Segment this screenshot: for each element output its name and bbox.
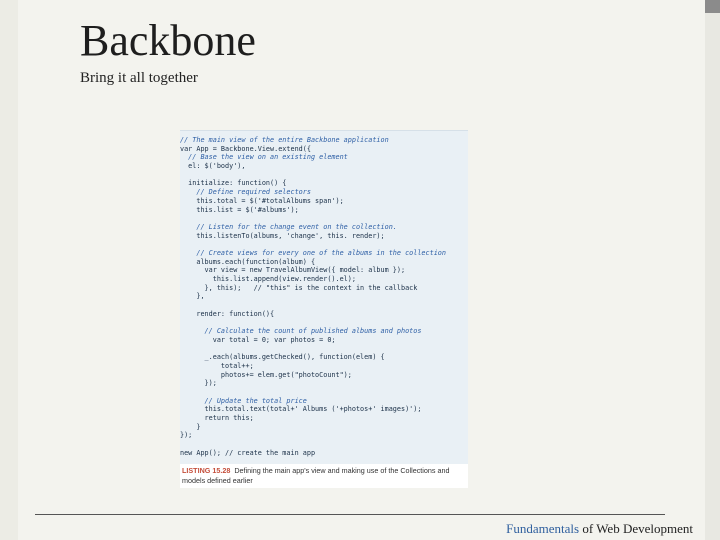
code-line [180, 214, 468, 223]
listing-caption [182, 466, 466, 485]
code-line: }); [180, 379, 217, 388]
code-line [180, 388, 468, 397]
code-line: // Define required selectors [180, 188, 311, 197]
code-panel [180, 130, 468, 464]
code-line: initialize: function() { [180, 179, 287, 188]
code-line [180, 301, 468, 310]
code-line: } [180, 422, 201, 431]
listing-caption-text: Defining the main app's view and making use of the Collections and models defined earlier [182, 466, 450, 485]
code-line: // Update the total price [180, 396, 307, 405]
code-lines [180, 136, 468, 457]
code-line: // Create views for every one of the albums in the collection [180, 248, 446, 257]
code-line [180, 345, 468, 354]
code-line: // Listen for the change event on the collection. [180, 222, 397, 231]
code-line: this.total = $('#totalAlbums span'); [180, 196, 344, 205]
code-line: this.listenTo(albums, 'change', this. render); [180, 231, 385, 240]
footer-divider [35, 514, 665, 515]
code-listing-figure [180, 130, 468, 488]
code-line [180, 440, 468, 449]
code-line: render: function(){ [180, 309, 275, 318]
code-line: photos+= elem.get("photoCount"); [180, 370, 352, 379]
left-margin-bar [0, 0, 18, 540]
code-line: this.list.append(view.render().el); [180, 275, 356, 283]
slide-title: Backbone [80, 16, 256, 65]
code-line: }, this); // "this" is the context in the callback [180, 283, 418, 292]
code-line: el: $('body'), [180, 162, 246, 171]
listing-caption-label: LISTING 15.28 [182, 466, 231, 475]
code-line [180, 171, 468, 180]
code-line [180, 240, 468, 249]
code-line: }, [180, 292, 205, 301]
slide-subtitle: Bring it all together [80, 70, 198, 86]
code-line: this.total.text(total+' Albums ('+photos+' images)'); [180, 405, 422, 414]
code-line: new App(); // create the main app [180, 448, 316, 457]
footer-highlight: Fundamentals [506, 521, 580, 536]
code-line: var App = Backbone.View.extend({ [180, 144, 311, 153]
code-line: _.each(albums.getChecked(), function(elem) { [180, 353, 385, 362]
code-line: albums.each(function(album) { [180, 257, 316, 266]
code-line [180, 318, 468, 327]
footer-text [506, 521, 693, 537]
code-line: this.list = $('#albums'); [180, 205, 299, 214]
right-margin-bar [705, 0, 720, 540]
code-line: return this; [180, 414, 254, 422]
footer-rest: of Web Development [579, 521, 693, 536]
code-line: // Base the view on an existing element [180, 153, 348, 162]
code-line: total++; [180, 361, 254, 370]
code-line: var view = new TravelAlbumView({ model: album }); [180, 266, 406, 275]
corner-marker [705, 0, 720, 13]
code-line: // The main view of the entire Backbone application [180, 136, 389, 144]
code-line: // Calculate the count of published albums and photos [180, 327, 422, 336]
code-line: }); [180, 431, 193, 440]
code-line: var total = 0; var photos = 0; [180, 335, 336, 344]
